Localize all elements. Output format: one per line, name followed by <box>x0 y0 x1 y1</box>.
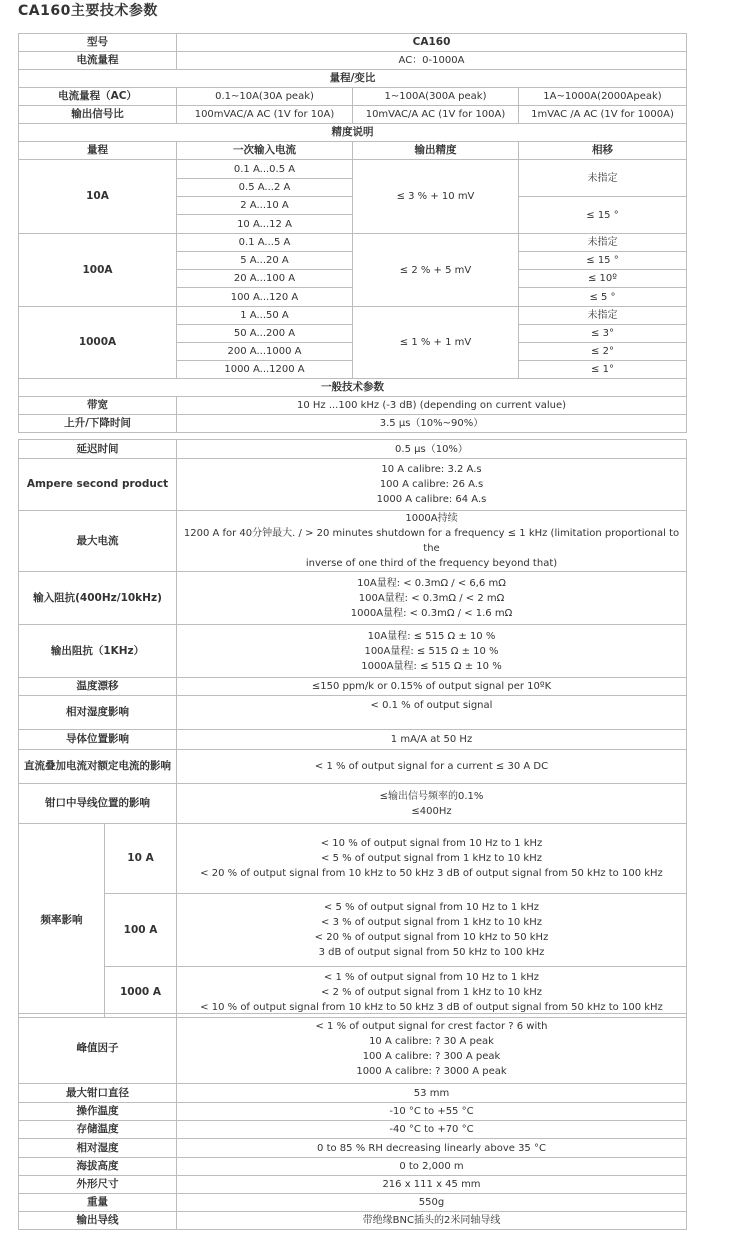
crest-factor-value <box>177 1014 687 1084</box>
input-range-cell: 10 A...12 A <box>177 215 353 234</box>
row-label: 最大钳口直径 <box>19 1084 177 1103</box>
jaw-position-value <box>177 784 687 824</box>
model-value: CA160 <box>177 34 687 52</box>
freq-line: 3 dB of output signal from 50 kHz to 100 kHz <box>318 947 545 958</box>
model-label: 型号 <box>19 34 177 52</box>
freq-line: < 10 % of output signal from 10 Hz to 1 kHz <box>320 838 543 849</box>
jaw-position-line: ≤输出信号频率的0.1% <box>379 790 484 802</box>
row-value: -40 °C to +70 °C <box>177 1121 687 1139</box>
dc-influence-label: 直流叠加电流对额定电流的影响 <box>19 750 177 784</box>
ratio-value: 1mVAC /A AC (1V for 1000A) <box>519 106 687 124</box>
phase-cell: 未指定 <box>519 160 687 197</box>
dc-influence-value: < 1 % of output signal for a current ≤ 30 A DC <box>177 750 687 784</box>
ratio-value: 100mVAC/A AC (1V for 10A) <box>177 106 353 124</box>
accuracy-cell: ≤ 3 % + 10 mV <box>353 160 519 234</box>
crest-line: 1000 A calibre: ? 3000 A peak <box>356 1065 507 1077</box>
input-range-cell: 1000 A...1200 A <box>177 361 353 379</box>
input-range-cell: 2 A...10 A <box>177 197 353 215</box>
range-ac-value: 0.1~10A(30A peak) <box>177 88 353 106</box>
ampsec-label: Ampere second product <box>19 459 177 511</box>
jaw-position-line: ≤400Hz <box>411 805 452 817</box>
freq-values-100a <box>177 894 687 967</box>
row-value: 216 x 111 x 45 mm <box>177 1176 687 1194</box>
phase-cell: 未指定 <box>519 234 687 252</box>
position-label: 导体位置影响 <box>19 730 177 750</box>
ampsec-line: 10 A calibre: 3.2 A.s <box>381 464 482 475</box>
phase-cell: ≤ 10º <box>519 270 687 288</box>
freq-values-1000a <box>177 967 687 1018</box>
outimp-value <box>177 625 687 678</box>
outimp-line: 100A量程: ≤ 515 Ω ± 10 % <box>364 645 499 657</box>
ampsec-line: 1000 A calibre: 64 A.s <box>376 494 487 505</box>
input-range-cell: 1 A...50 A <box>177 307 353 325</box>
frequency-influence-label: 频率影响 <box>19 824 105 1018</box>
outimp-label: 输出阻抗（1KHz） <box>19 625 177 678</box>
delay-label: 延迟时间 <box>19 440 177 459</box>
page-title: CA160主要技术参数 <box>18 3 158 19</box>
ratio-label: 输出信号比 <box>19 106 177 124</box>
drift-value: ≤150 ppm/k or 0.15% of output signal per 10ºK <box>177 678 687 696</box>
spec-table-general <box>18 439 687 1018</box>
input-range-cell: 0.1 A...0.5 A <box>177 160 353 179</box>
row-label: 海拔高度 <box>19 1158 177 1176</box>
bandwidth-label: 带宽 <box>19 397 177 415</box>
crest-factor-label: 峰值因子 <box>19 1014 177 1084</box>
freq-line: < 3 % of output signal from 1 kHz to 10 kHz <box>321 917 542 928</box>
freq-line: < 10 % of output signal from 10 kHz to 50 kHz 3 dB of output signal from 50 kHz to 100 kHz <box>200 1001 663 1013</box>
accuracy-cell: ≤ 2 % + 5 mV <box>353 234 519 307</box>
spec-table-main <box>18 33 687 433</box>
delay-value: 0.5 μs（10%） <box>177 440 687 459</box>
risefall-value: 3.5 μs（10%~90%） <box>177 415 687 433</box>
freq-line: < 20 % of output signal from 10 kHz to 50 kHz <box>314 932 549 943</box>
inimp-line: 10A量程: < 0.3mΩ / < 6,6 mΩ <box>357 577 506 589</box>
input-range-cell: 20 A...100 A <box>177 270 353 288</box>
drift-label: 温度漂移 <box>19 678 177 696</box>
crest-line: 10 A calibre: ? 30 A peak <box>369 1035 494 1047</box>
freq-range-100a: 100 A <box>105 894 177 967</box>
ranges-section-header: 量程/变比 <box>19 70 687 88</box>
inimp-line: 1000A量程: < 0.3mΩ / < 1.6 mΩ <box>350 607 513 619</box>
freq-range-1000a: 1000 A <box>105 967 177 1018</box>
input-range-cell: 200 A...1000 A <box>177 343 353 361</box>
maxcur-line: 1000A持续 <box>405 513 458 524</box>
outimp-line: 1000A量程: ≤ 515 Ω ± 10 % <box>361 660 502 672</box>
phase-cell: ≤ 15 ° <box>519 197 687 234</box>
phase-cell: ≤ 2° <box>519 343 687 361</box>
current-range-label: 电流量程 <box>19 52 177 70</box>
row-value: 0 to 85 % RH decreasing linearly above 35 °C <box>177 1139 687 1158</box>
inimp-label: 输入阻抗(400Hz/10kHz) <box>19 572 177 625</box>
phase-cell: ≤ 15 ° <box>519 252 687 270</box>
freq-line: < 1 % of output signal from 10 Hz to 1 kHz <box>323 971 540 983</box>
input-range-cell: 50 A...200 A <box>177 325 353 343</box>
humid-value: < 0.1 % of output signal <box>177 696 687 730</box>
maxcur-line: inverse of one third of the frequency beyond that) <box>305 558 558 569</box>
inimp-line: 100A量程: < 0.3mΩ / < 2 mΩ <box>358 592 505 604</box>
row-label: 重量 <box>19 1194 177 1212</box>
phase-cell: ≤ 5 ° <box>519 288 687 307</box>
freq-line: < 2 % of output signal from 1 kHz to 10 kHz <box>321 986 542 998</box>
freq-line: < 5 % of output signal from 10 Hz to 1 kHz <box>323 902 540 913</box>
phase-cell: ≤ 3° <box>519 325 687 343</box>
humid-label: 相对湿度影响 <box>19 696 177 730</box>
acc-header-accuracy: 输出精度 <box>353 142 519 160</box>
row-label: 相对湿度 <box>19 1139 177 1158</box>
maxcur-label: 最大电流 <box>19 511 177 572</box>
maxcur-value <box>177 511 687 572</box>
row-value: -10 °C to +55 °C <box>177 1103 687 1121</box>
input-range-cell: 5 A...20 A <box>177 252 353 270</box>
ampsec-line: 100 A calibre: 26 A.s <box>379 479 484 490</box>
jaw-position-label: 钳口中导线位置的影响 <box>19 784 177 824</box>
spec-table-physical <box>18 1013 687 1230</box>
row-label: 输出导线 <box>19 1212 177 1230</box>
risefall-label: 上升/下降时间 <box>19 415 177 433</box>
row-label: 操作温度 <box>19 1103 177 1121</box>
range-ac-value: 1~100A(300A peak) <box>353 88 519 106</box>
row-value: 550g <box>177 1194 687 1212</box>
row-label: 外形尺寸 <box>19 1176 177 1194</box>
acc-header-input: 一次输入电流 <box>177 142 353 160</box>
accuracy-cell: ≤ 1 % + 1 mV <box>353 307 519 379</box>
current-range-value: AC：0-1000A <box>177 52 687 70</box>
group-range-10a: 10A <box>19 160 177 234</box>
general-section-header: 一般技术参数 <box>19 379 687 397</box>
crest-line: < 1 % of output signal for crest factor ? 6 with <box>315 1020 548 1032</box>
group-range-100a: 100A <box>19 234 177 307</box>
accuracy-section-header: 精度说明 <box>19 124 687 142</box>
group-range-1000a: 1000A <box>19 307 177 379</box>
freq-range-10a: 10 A <box>105 824 177 894</box>
position-value: 1 mA/A at 50 Hz <box>177 730 687 750</box>
bandwidth-value: 10 Hz ...100 kHz (-3 dB) (depending on current value) <box>177 397 687 415</box>
row-value: 0 to 2,000 m <box>177 1158 687 1176</box>
input-range-cell: 0.5 A...2 A <box>177 179 353 197</box>
outimp-line: 10A量程: ≤ 515 Ω ± 10 % <box>367 630 496 642</box>
freq-line: < 5 % of output signal from 1 kHz to 10 kHz <box>321 853 542 864</box>
crest-line: 100 A calibre: ? 300 A peak <box>362 1050 501 1062</box>
row-value: 带绝缘BNC插头的2米同轴导线 <box>177 1212 687 1230</box>
freq-line: < 20 % of output signal from 10 kHz to 50 kHz 3 dB of output signal from 50 kHz to 100 kHz <box>200 868 663 879</box>
ratio-value: 10mVAC/A AC (1V for 100A) <box>353 106 519 124</box>
range-ac-value: 1A~1000A(2000Apeak) <box>519 88 687 106</box>
inimp-value <box>177 572 687 625</box>
maxcur-line: 1200 A for 40分钟最大. / > 20 minutes shutdown for a frequency ≤ 1 kHz (limitation proportional to the <box>183 528 680 554</box>
row-label: 存储温度 <box>19 1121 177 1139</box>
row-value: 53 mm <box>177 1084 687 1103</box>
range-ac-label: 电流量程（AC） <box>19 88 177 106</box>
ampsec-value <box>177 459 687 511</box>
freq-values-10a <box>177 824 687 894</box>
acc-header-range: 量程 <box>19 142 177 160</box>
phase-cell: ≤ 1° <box>519 361 687 379</box>
input-range-cell: 0.1 A...5 A <box>177 234 353 252</box>
input-range-cell: 100 A...120 A <box>177 288 353 307</box>
acc-header-phase: 相移 <box>519 142 687 160</box>
phase-cell: 未指定 <box>519 307 687 325</box>
